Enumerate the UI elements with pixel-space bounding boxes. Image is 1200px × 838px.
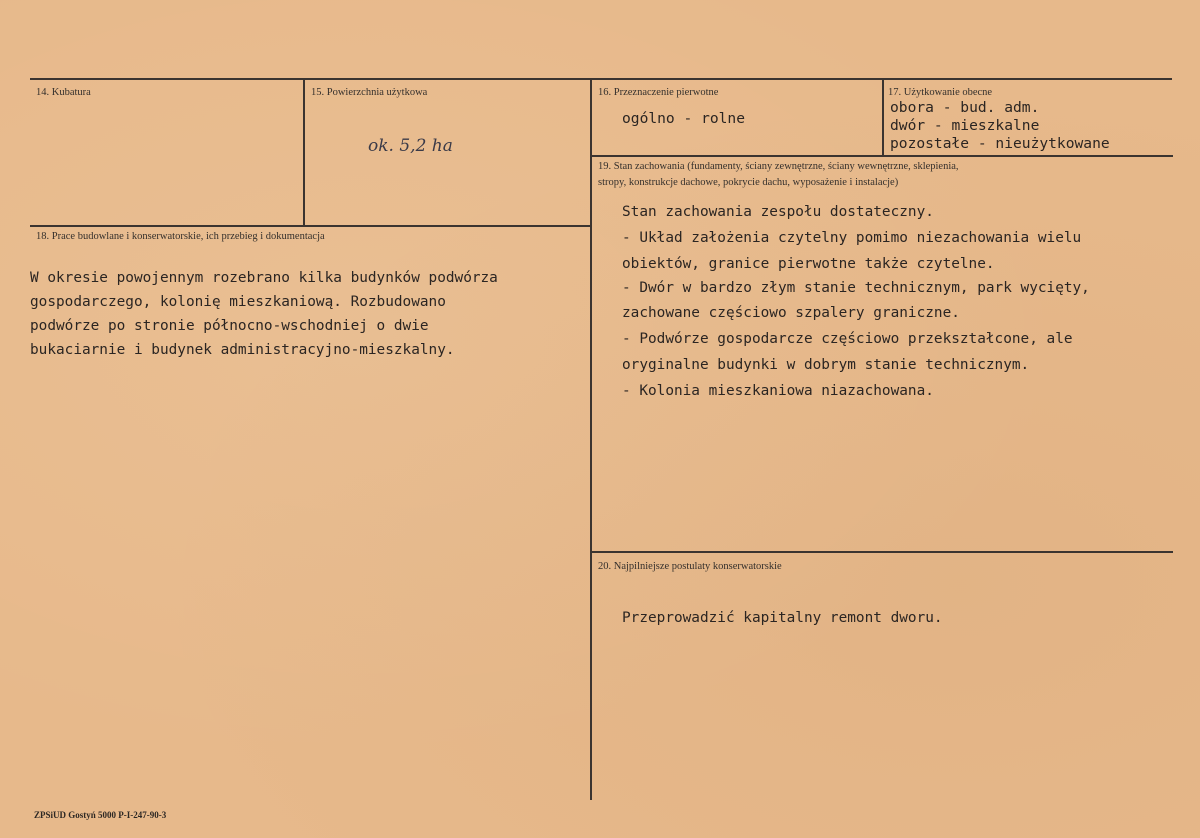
field-15-handwritten-value: ok. 5,2 ha — [368, 136, 453, 156]
top-rule — [30, 78, 1172, 80]
field-19-label-line1: 19. Stan zachowania (fundamenty, ściany zewnętrzne, ściany wewnętrzne, sklepienia, — [598, 161, 959, 172]
rule-under-19 — [591, 551, 1173, 553]
field-19-line: Stan zachowania zespołu dostateczny. — [622, 204, 934, 220]
field-19-line: - Kolonia mieszkaniowa niazachowana. — [622, 383, 934, 399]
field-18-line: podwórze po stronie północno-wschodniej o dwie — [30, 318, 429, 334]
field-19-line: - Dwór w bardzo złym stanie technicznym, park wycięty, — [622, 280, 1090, 296]
field-19-label-line2: stropy, konstrukcje dachowe, pokrycie dachu, wyposażenie i instalacje) — [598, 177, 899, 188]
field-19-line: oryginalne budynki w dobrym stanie technicznym. — [622, 357, 1030, 373]
field-20-value: Przeprowadzić kapitalny remont dworu. — [622, 610, 943, 626]
field-19-line: zachowane częściowo szpalery graniczne. — [622, 305, 960, 321]
field-19-line: - Podwórze gospodarcze częściowo przekształcone, ale — [622, 331, 1073, 347]
rule-under-14-15 — [30, 225, 591, 227]
field-18-line: gospodarczego, kolonię mieszkaniową. Rozbudowano — [30, 294, 446, 310]
field-16-value: ogólno - rolne — [622, 110, 746, 127]
field-17-line: obora - bud. adm. — [890, 99, 1040, 116]
printer-mark: ZPSiUD Gostyń 5000 P-I-247-90-3 — [34, 810, 167, 820]
field-17-line: pozostałe - nieużytkowane — [890, 135, 1110, 152]
field-17-line: dwór - mieszkalne — [890, 117, 1040, 134]
field-15-label: 15. Powierzchnia użytkowa — [311, 87, 428, 98]
rule-under-16-17 — [591, 155, 1173, 157]
field-18-line: W okresie powojennym rozebrano kilka budynków podwórza — [30, 270, 498, 286]
divider-main — [590, 79, 592, 800]
field-20-label: 20. Najpilniejsze postulaty konserwatorskie — [598, 561, 782, 572]
field-18-label: 18. Prace budowlane i konserwatorskie, ich przebieg i dokumentacja — [36, 231, 325, 242]
field-19-line: - Układ założenia czytelny pomimo niezachowania wielu — [622, 230, 1082, 246]
field-17-label: 17. Użytkowanie obecne — [888, 87, 993, 98]
divider-16-17 — [882, 79, 884, 156]
field-19-line: obiektów, granice pierwotne także czytelne. — [622, 256, 995, 272]
field-18-line: bukaciarnie i budynek administracyjno-mieszkalny. — [30, 342, 455, 358]
field-16-label: 16. Przeznaczenie pierwotne — [598, 87, 719, 98]
divider-14-15 — [303, 79, 305, 226]
field-14-label: 14. Kubatura — [36, 87, 91, 98]
